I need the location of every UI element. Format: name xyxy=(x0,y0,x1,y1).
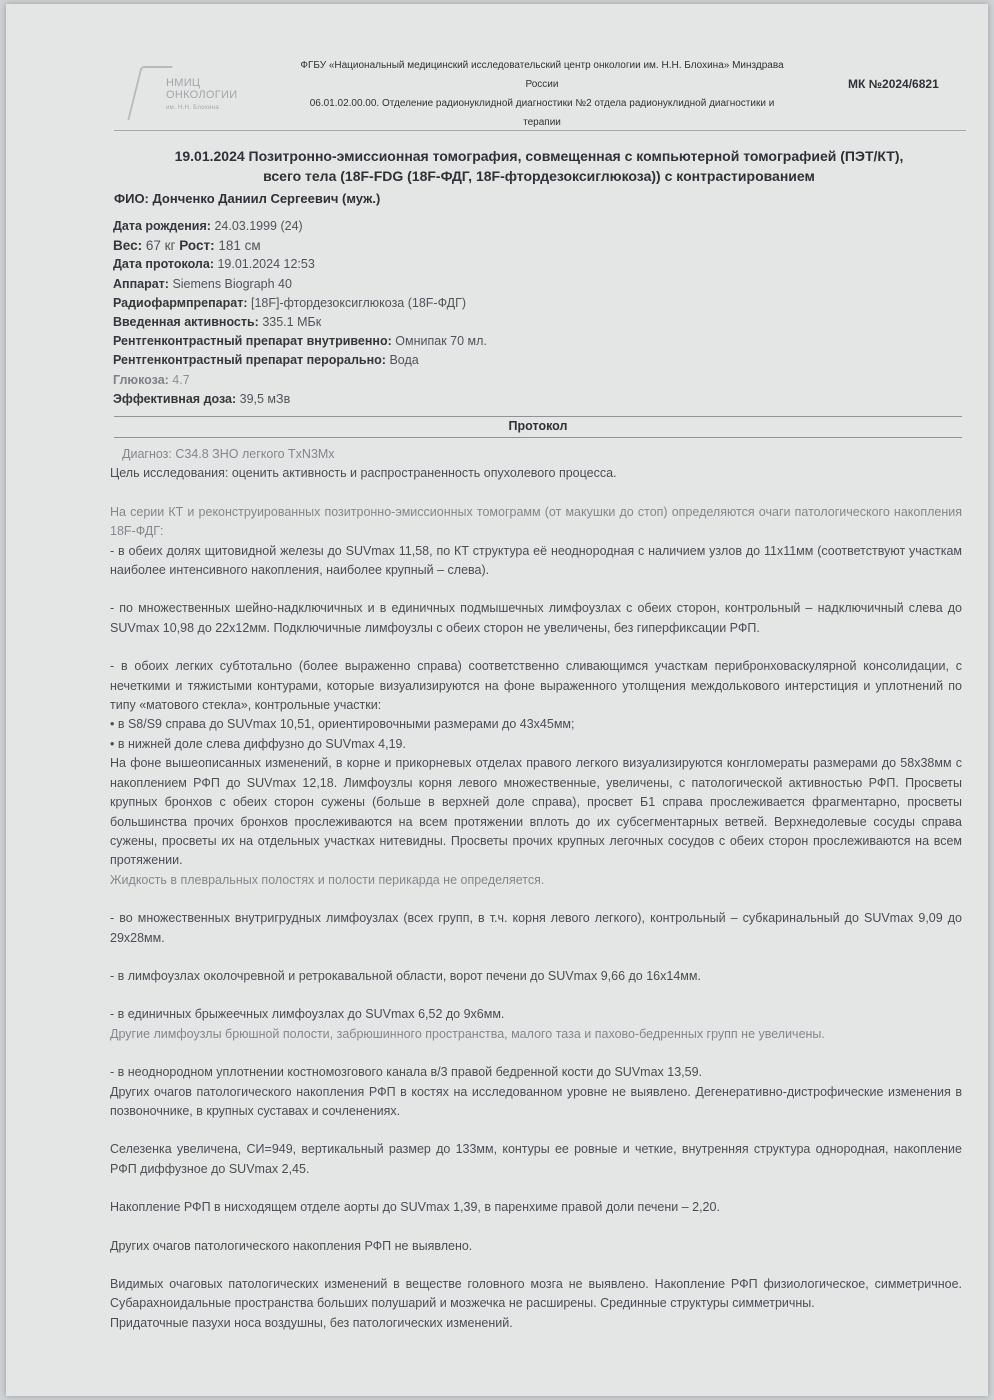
logo-text-line1: НМИЦ xyxy=(166,77,201,89)
field-label: Радиофармпрепарат: xyxy=(113,295,248,310)
field-value: 19.01.2024 12:53 xyxy=(217,257,315,272)
field-weight-height xyxy=(113,236,963,255)
protocol-heading: Протокол xyxy=(508,419,568,433)
field-label: Введенная активность: xyxy=(113,315,259,330)
field-glucose xyxy=(113,371,963,390)
finding-aorta-liver: Накопление РФП в нисходящем отделе аорты до SUVmax 1,39, в паренхиме правой доли печени – 2,20. xyxy=(110,1200,720,1215)
study-details xyxy=(113,217,963,409)
field-label: Рентгенконтрастный препарат внутривенно: xyxy=(113,334,392,349)
finding-brain: Видимых очаговых патологических изменений в веществе головного мозга не выявлено. Накопление РФП физиологическое, симметричное. Субарахноидальные пространства больших полушарий и мозжечка не расширены. Срединные структуры симметричны. xyxy=(110,1277,962,1311)
finding-none-other: Других очагов патологического накопления РФП не выявлено. xyxy=(110,1238,473,1253)
field-label: Дата рождения: xyxy=(113,219,211,233)
department-name: 06.01.02.00.00. Отделение радионуклидной диагностики №2 отдела радионуклидной диагностики и xyxy=(309,98,775,109)
finding-sinuses: Придаточные пазухи носа воздушны, без патологических изменений. xyxy=(110,1315,513,1330)
field-value: 67 кг xyxy=(145,238,176,254)
study-title-line1: 19.01.2024 Позитронно-эмиссионная томография, совмещенная с компьютерной томографией (ПЭТ/КТ), xyxy=(174,148,904,164)
study-title-line2: всего тела (18F-FDG (18F-ФДГ, 18F-фтордезоксиглюкоза)) с контрастированием xyxy=(263,168,815,184)
finding-mesenteric-nodes: - в единичных брыжеечных лимфоузлах до SUVmax 6,52 до 9x6мм. xyxy=(110,1007,505,1022)
finding-other-nodes: Другие лимфоузлы брюшной полости, забрюшинного пространства, малого таза и пахово-бедренных групп не увеличены. xyxy=(110,1026,825,1041)
field-device xyxy=(113,275,963,294)
field-contrast-iv xyxy=(113,332,963,351)
logo-text-line2: ОНКОЛОГИИ xyxy=(166,89,238,101)
field-value: Siemens Biograph 40 xyxy=(172,276,292,291)
patient-name-value: Донченко Даниил Сергеевич (муж.) xyxy=(152,191,381,206)
field-value: 4.7 xyxy=(172,372,190,387)
document-page xyxy=(6,4,988,1396)
header-divider xyxy=(114,130,966,131)
department-name-cont: терапии xyxy=(523,117,561,128)
protocol-body xyxy=(110,445,962,1333)
medical-card-number: МК №2024/6821 xyxy=(848,77,939,91)
study-goal-text: Цель исследования: оценить активность и распространенность опухолевого процесса. xyxy=(110,466,617,481)
patient-name-label: ФИО: xyxy=(114,191,149,206)
finding-lungs-bullet1: • в S8/S9 справа до SUVmax 10,51, ориентировочными размерами до 43x45мм; xyxy=(110,717,575,732)
field-value: 181 см xyxy=(218,238,261,254)
field-activity xyxy=(113,313,963,332)
field-value: 335.1 МБк xyxy=(262,315,322,330)
finding-abdominal-nodes: - в лимфоузлах околочревной и ретрокавальной области, ворот печени до SUVmax 9,66 до 16x14мм. xyxy=(110,968,701,983)
finding-pleural: Жидкость в плевральных полостях и полости перикарда не определяется. xyxy=(110,872,545,887)
finding-femur: - в неоднородном уплотнении костномозгового канала в/3 правой бедренной кости до SUVmax 13,59. xyxy=(110,1065,702,1080)
field-protocol-date xyxy=(113,255,963,274)
finding-neck-nodes: - по множественных шейно-надключичных и в единичных подмышечных лимфоузлах с обеих сторон, контрольный – надключичный слева до SUVmax 10,98 до 22x12мм. Подключичные лимфоузлы с обеих сторон не увеличены, без гиперфиксации РФП. xyxy=(110,601,962,635)
protocol-heading-bar xyxy=(114,416,962,438)
logo-text-line3: им. Н.Н. Блохина xyxy=(166,105,219,111)
field-radiopharmaceutical xyxy=(113,294,963,313)
study-title xyxy=(116,146,962,186)
field-label: Рентгенконтрастный препарат перорально: xyxy=(113,353,386,368)
field-effective-dose xyxy=(113,390,963,409)
finding-lungs: - в обоих легких субтотально (более выраженно справа) соответственно сливающимся участкам перибронховаскулярной консолидации, с нечеткими и тяжистыми контурами, которые визуализируются на фоне выраженного утолщения междолькового интерстиция и уплотнений по типу «матового стекла», контрольные участки: xyxy=(110,659,962,713)
field-value: Вода xyxy=(389,353,419,368)
field-label: Эффективная доза: xyxy=(113,391,237,406)
field-value: [18F]-фтордезоксиглюкоза (18F-ФДГ) xyxy=(250,295,467,310)
diagnosis-text: Диагноз: С34.8 ЗНО легкого TxN3Mx xyxy=(122,447,335,461)
institution-name: ФГБУ «Национальный медицинский исследовательский центр онкологии им. Н.Н. Блохина» Минздрава xyxy=(300,60,784,71)
field-value: Омнипак 70 мл. xyxy=(395,334,487,349)
field-birth-date xyxy=(113,217,963,236)
field-label: Дата протокола: xyxy=(113,257,214,272)
field-label: Аппарат: xyxy=(113,276,169,291)
field-label: Глюкоза: xyxy=(113,372,169,387)
finding-lungs-bullet2: • в нижней доле слева диффузно до SUVmax 4,19. xyxy=(110,736,406,751)
findings-intro: На серии КТ и реконструированных позитронно-эмиссионных томограмм (от макушки до стоп) определяются очаги патологического накопления 18F-ФДГ: xyxy=(110,504,962,539)
field-value: 39,5 мЗв xyxy=(239,391,291,406)
finding-thyroid: - в обеих долях щитовидной железы до SUVmax 11,58, по КТ структура её неоднородная с наличием узлов до 11x11мм (соответствуют участкам наиболее интенсивного накопления, наиболее крупный – слева). xyxy=(110,543,962,578)
field-label: Вес: xyxy=(113,238,143,254)
finding-lung-root: На фоне вышеописанных изменений, в корне и прикорневых отделах правого легкого визуализируются конгломераты размерами до 58x38мм с накоплением РФП до SUVmax 12,18. Лимфоузлы корня левого множественные, увеличены, с патологической активностью РФП. Просветы крупных бронхов с обеих сторон сужены (больше в верхней доле справа), просвет Б1 справа прослеживается фрагментарно, просветы большинства прочих бронхов прослеживаются на всем протяжении вплоть до их субсегментарных ветвей. Верхнедолевые сосуды справа сужены, просветы их на отдельных участках нитевидны. Просветы прочих крупных легочных сосудов с обеих сторон прослеживаются на всем протяжении. xyxy=(110,756,962,868)
finding-spleen: Селезенка увеличена, СИ=949, вертикальный размер до 133мм, контуры ее ровные и четкие, внутренняя структура однородная, накопление РФП диффузное до SUVmax 2,45. xyxy=(110,1142,962,1176)
field-value: 24.03.1999 (24) xyxy=(214,219,303,233)
finding-bones: Других очагов патологического накопления РФП в костях на исследованном уровне не выявлено. Дегенеративно-дистрофические изменения в позвоночнике, в крупных суставах и сочленениях. xyxy=(110,1084,962,1118)
institution-logo xyxy=(118,64,248,122)
field-contrast-oral xyxy=(113,351,963,370)
finding-chest-nodes: - во множественных внутригрудных лимфоузлах (всех групп, в т.ч. корня левого легкого), контрольный – субкаринальный до SUVmax 9,09 до 29x28мм. xyxy=(110,911,962,945)
patient-name xyxy=(114,191,380,206)
institution-header xyxy=(242,56,842,132)
institution-name-cont: России xyxy=(525,79,559,90)
field-label: Рост: xyxy=(179,238,215,254)
